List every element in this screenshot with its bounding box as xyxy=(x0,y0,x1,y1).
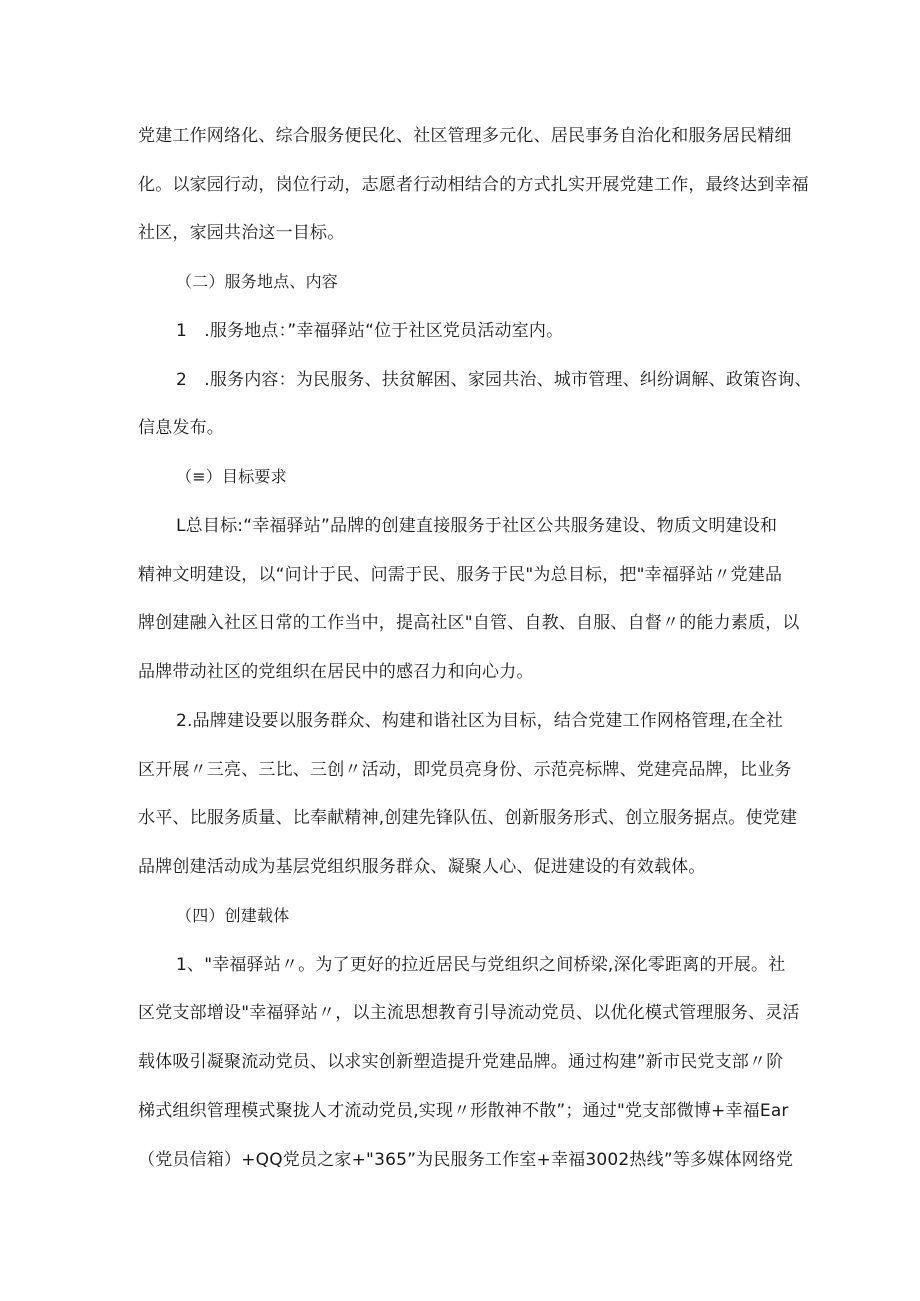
paragraph-line: 梯式组织管理模式聚拢人才流动党员,实现〃形散神不散”；通过"党支部微博+幸福Ear xyxy=(138,1101,789,1121)
section-heading: （四）创建载体 xyxy=(176,906,290,925)
paragraph-line: 精神文明建设，以“问计于民、问需于民、服务于民"为总目标，把"幸福驿站〃党建品 xyxy=(138,565,783,585)
paragraph-line: 品牌带动社区的党组织在居民中的感召力和向心力。 xyxy=(138,662,534,682)
paragraph-line: （党员信箱）+QQ党员之家+"365”为民服务工作室+幸福3002热线”等多媒体网络党 xyxy=(138,1150,794,1170)
paragraph-line: 水平、比服务质量、比奉献精神,创建先锋队伍、创新服务形式、创立服务据点。使党建 xyxy=(138,808,798,828)
list-item: 2 .服务内容：为民服务、扶贫解困、家园共治、城市管理、纠纷调解、政策咨询、 xyxy=(176,370,812,390)
section-heading: （二）服务地点、内容 xyxy=(176,272,339,291)
paragraph-line: 品牌创建活动成为基层党组织服务群众、凝聚人心、促进建设的有效载体。 xyxy=(138,857,706,877)
paragraph-line: 化。以家园行动，岗位行动，志愿者行动相结合的方式扎实开展党建工作，最终达到幸福 xyxy=(138,175,809,195)
list-item: 1 .服务地点：”幸福驿站“位于社区党员活动室内。 xyxy=(176,321,564,341)
paragraph-line: 信息发布。 xyxy=(138,418,224,438)
paragraph-line: L总目标:“幸福驿站”品牌的创建直接服务于社区公共服务建设、物质文明建设和 xyxy=(176,516,778,536)
paragraph-line: 牌创建融入社区日常的工作当中，提高社区"自管、自教、自服、自督〃的能力素质，以 xyxy=(138,613,800,633)
paragraph-line: 2.品牌建设要以服务群众、构建和谐社区为目标，结合党建工作网格管理,在全社 xyxy=(176,711,784,731)
paragraph-line: 区开展〃三亮、三比、三创〃活动，即党员亮身份、示范亮标牌、党建亮品牌，比业务 xyxy=(138,760,792,780)
paragraph-line: 党建工作网络化、综合服务便民化、社区管理多元化、居民事务自治化和服务居民精细 xyxy=(138,126,792,146)
paragraph-line: 区党支部增设"幸福驿站〃，以主流思想教育引导流动党员、以优化模式管理服务、灵活 xyxy=(138,1003,800,1023)
paragraph-line: 社区，家园共治这一目标。 xyxy=(138,223,345,243)
paragraph-line: 1、"幸福驿站〃。为了更好的拉近居民与党组织之间桥梁,深化零距离的开展。社 xyxy=(176,955,786,975)
section-heading: （≡）目标要求 xyxy=(176,467,287,486)
paragraph-line: 载体吸引凝聚流动党员、以求实创新塑造提升党建品牌。通过构建”新市民党支部〃阶 xyxy=(138,1052,784,1072)
